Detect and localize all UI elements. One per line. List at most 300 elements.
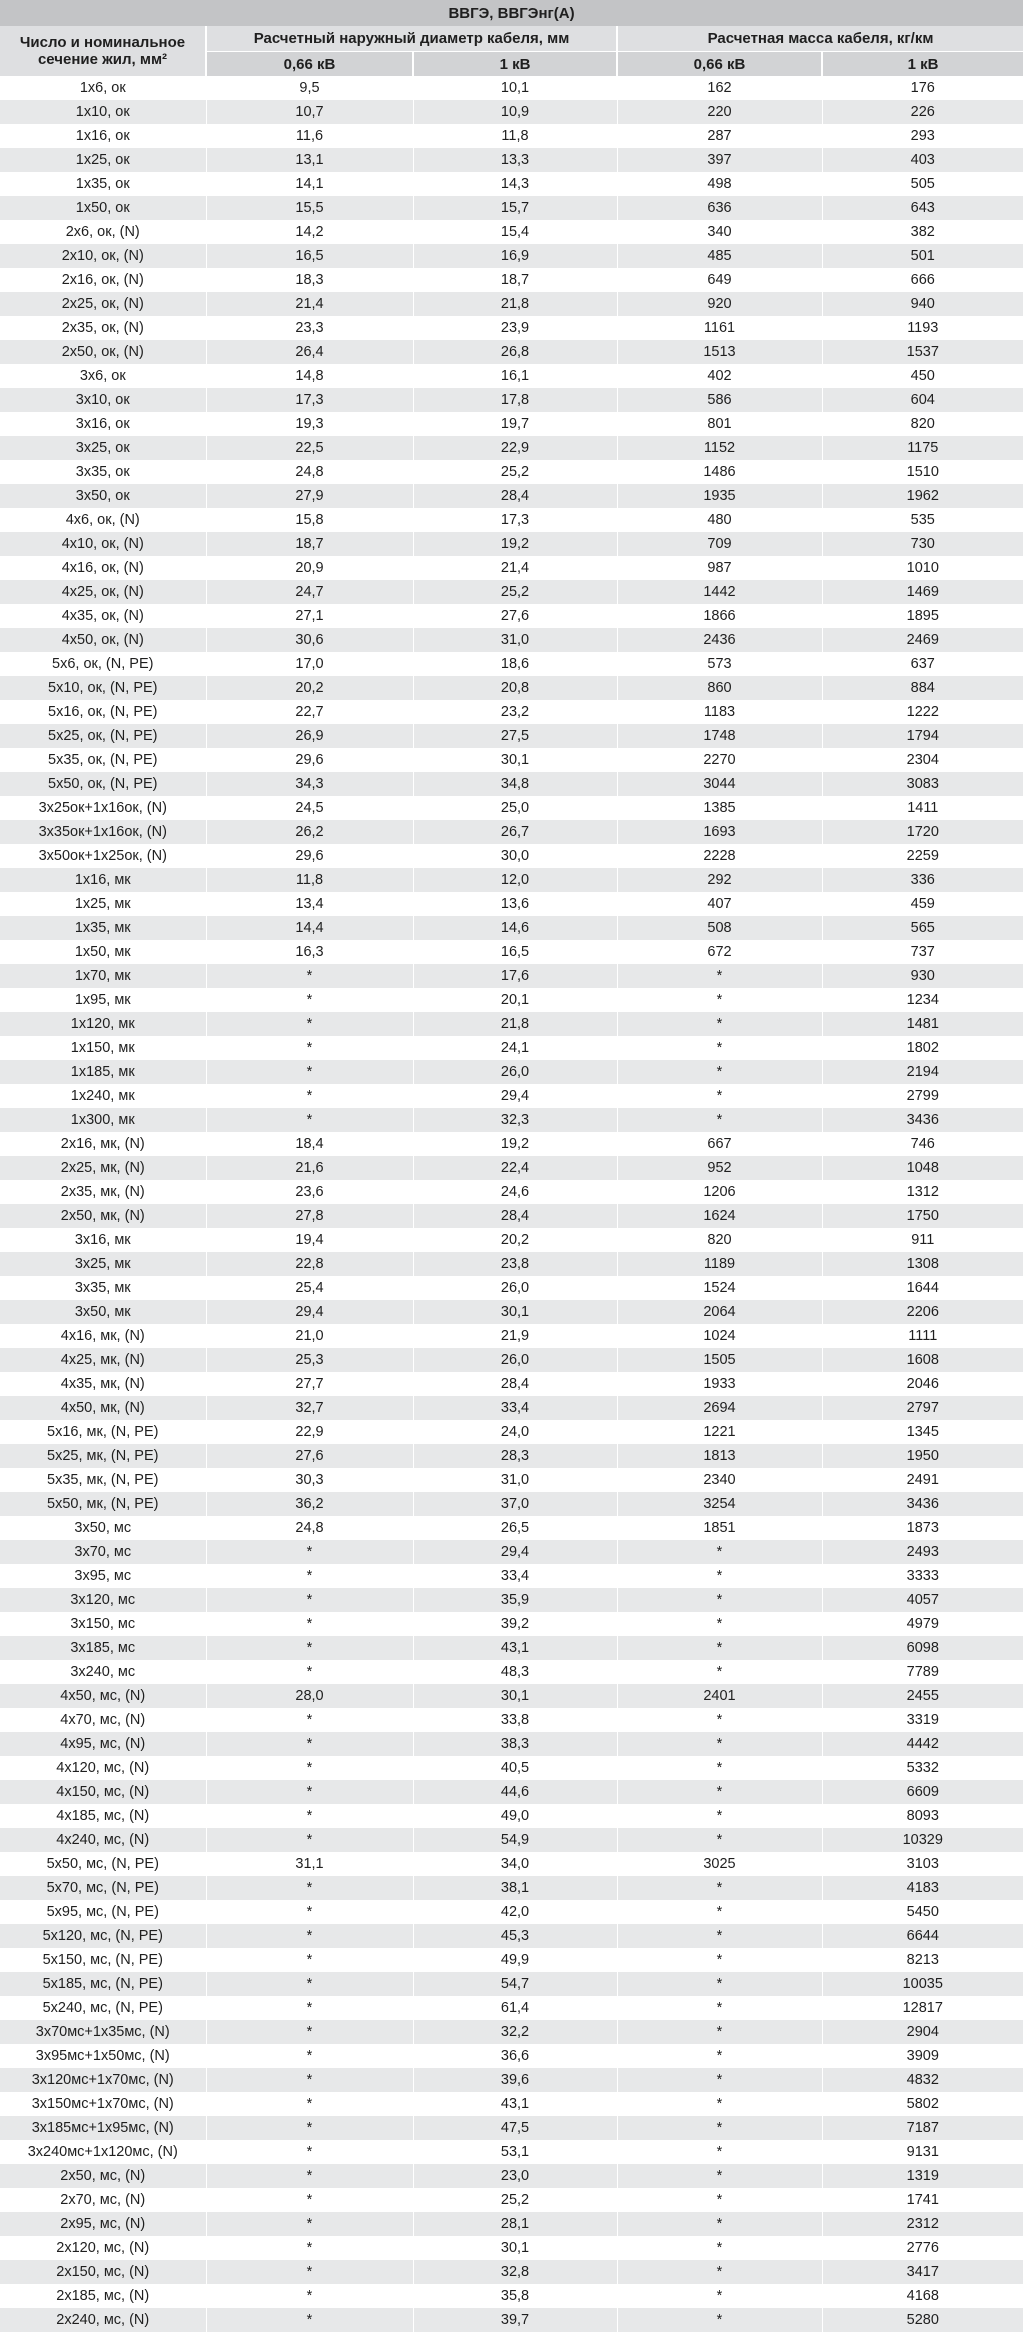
size-cell: 5x70, мс, (N, PE) [0,1876,206,1900]
size-cell: 5x50, ок, (N, PE) [0,772,206,796]
mass-1kv-cell: 604 [822,388,1023,412]
diameter-1kv-cell: 19,7 [413,412,617,436]
mass-066kv-cell: 2694 [617,1396,822,1420]
table-row [0,1372,1023,1396]
table-row [0,1420,1023,1444]
table-row [0,1084,1023,1108]
size-cell: 4x16, ок, (N) [61,560,144,576]
table-row [0,2308,1023,2332]
mass-1kv-cell: 1010 [822,556,1023,580]
mass-1kv-cell: 4057 [822,1588,1023,1612]
mass-1kv-cell: 4168 [822,2284,1023,2308]
table-row [0,2140,1023,2164]
mass-1kv-cell: 4183 [822,1876,1023,1900]
size-cell: 2x16, ок, (N) [61,272,144,288]
mass-066kv-cell: * [617,1876,822,1900]
mass-1kv-cell: 12817 [822,1996,1023,2020]
mass-1kv-cell: 1111 [822,1324,1023,1348]
mass-1kv-cell: 3909 [822,2044,1023,2068]
diameter-1kv-cell: 28,1 [413,2212,617,2236]
size-cell: 2x25, мк, (N) [0,1156,206,1180]
table-row [0,460,1023,484]
table-row [0,292,1023,316]
table-row [0,100,1023,124]
mass-1kv-cell: 4979 [822,1612,1023,1636]
mass-1kv-cell: 3083 [822,772,1023,796]
mass-1kv-cell: 1193 [822,316,1023,340]
diameter-066kv-cell: 28,0 [206,1684,413,1708]
table-row [0,76,1023,100]
size-cell: 2x240, мс, (N) [0,2308,206,2332]
mass-066kv-cell: 2340 [617,1468,822,1492]
diameter-066kv-cell: * [206,2164,413,2188]
size-cell: 1x16, мк [0,868,206,892]
mass-1kv-cell: 5332 [822,1756,1023,1780]
size-cell: 5x25, ок, (N, PE) [0,724,206,748]
table-row [0,556,1023,580]
mass-1kv-cell: 5280 [822,2308,1023,2332]
mass-066kv-cell: * [617,2020,822,2044]
mass-066kv-cell: 586 [617,388,822,412]
mass-1kv-cell: 940 [822,292,1023,316]
product-title: ВВГЭ, ВВГЭнг(А) [0,0,1023,26]
mass-1kv-header: 1 кВ [822,52,1023,77]
diameter-1kv-cell: 26,7 [413,820,617,844]
diameter-066kv-cell: * [206,964,413,988]
diameter-066kv-cell: 23,3 [206,316,413,340]
size-cell: 2x25, ок, (N) [0,292,206,316]
mass-066kv-cell: * [617,1636,822,1660]
mass-066kv-cell: 573 [617,652,822,676]
diameter-066kv-cell: * [206,1732,413,1756]
mass-1kv-cell: 2493 [822,1540,1023,1564]
size-cell: 5x240, мс, (N, PE) [42,2000,163,2016]
mass-1kv-cell: 1644 [822,1276,1023,1300]
table-row [0,1204,1023,1228]
mass-066kv-cell: 1513 [617,340,822,364]
mass-1kv-cell: 1608 [822,1348,1023,1372]
diameter-1kv-cell: 31,0 [413,628,617,652]
diameter-066kv-cell: 9,5 [206,76,413,100]
mass-066kv-cell: * [617,1084,822,1108]
diameter-1kv-cell: 28,4 [413,484,617,508]
size-cell: 3x70мс+1x35мс, (N) [0,2020,206,2044]
size-cell: 5x95, мс, (N, PE) [46,1904,159,1920]
size-cell: 3x35, мк [74,1280,131,1296]
diameter-066kv-cell: 36,2 [206,1492,413,1516]
size-cell: 3x120мс+1x70мс, (N) [0,2068,206,2092]
diameter-066kv-cell: * [206,2308,413,2332]
diameter-1kv-cell: 23,9 [413,316,617,340]
diameter-1kv-cell: 28,4 [413,1204,617,1228]
table-row [0,1516,1023,1540]
mass-1kv-cell: 10329 [822,1828,1023,1852]
diameter-066kv-cell: * [206,1084,413,1108]
mass-1kv-cell: 7789 [822,1660,1023,1684]
mass-066kv-cell: * [617,2236,822,2260]
diameter-066kv-cell: * [206,2212,413,2236]
diameter-1kv-cell: 49,9 [413,1948,617,1972]
table-row [0,2068,1023,2092]
table-row [0,1972,1023,1996]
mass-066kv-cell: 1152 [617,436,822,460]
mass-1kv-cell: 6609 [822,1780,1023,1804]
diameter-1kv-cell: 35,8 [413,2284,617,2308]
table-row [0,172,1023,196]
mass-066kv-cell: 952 [617,1156,822,1180]
table-row [0,1876,1023,1900]
size-cell: 3x16, мк [74,1232,131,1248]
diameter-066kv-cell: 22,7 [206,700,413,724]
mass-066kv-cell: * [617,1036,822,1060]
diameter-066kv-cell: 11,8 [206,868,413,892]
mass-066kv-cell: 709 [617,532,822,556]
mass-066kv-cell: 2401 [617,1684,822,1708]
mass-066kv-cell: 1693 [617,820,822,844]
mass-1kv-cell: 2455 [822,1684,1023,1708]
diameter-1kv-cell: 15,4 [413,220,617,244]
table-row [0,2260,1023,2284]
diameter-1kv-cell: 26,0 [413,1276,617,1300]
size-cell: 3x16, ок [75,416,130,432]
diameter-066kv-cell: 16,5 [206,244,413,268]
mass-066kv-cell: 2270 [617,748,822,772]
diameter-066kv-cell: 18,4 [206,1132,413,1156]
diameter-066kv-cell: * [206,1780,413,1804]
mass-066kv-cell: 407 [617,892,822,916]
size-cell: 1x25, мк [74,896,131,912]
mass-1kv-cell: 4832 [822,2068,1023,2092]
size-cell: 5x16, мк, (N, PE) [47,1424,159,1440]
table-row [0,1708,1023,1732]
mass-1kv-cell: 1741 [822,2188,1023,2212]
mass-1kv-cell: 505 [822,172,1023,196]
diameter-1kv-cell: 30,1 [413,748,617,772]
table-row [0,532,1023,556]
header-row-product [0,0,1023,26]
size-cell: 3x10, ок [0,388,206,412]
diameter-1kv-cell: 42,0 [413,1900,617,1924]
diameter-1kv-header: 1 кВ [413,52,617,77]
mass-066kv-cell: 1866 [617,604,822,628]
mass-1kv-cell: 1720 [822,820,1023,844]
diameter-1kv-cell: 26,0 [413,1060,617,1084]
size-cell: 3x240, мс [70,1664,136,1680]
table-row [0,844,1023,868]
mass-066kv-cell: 1442 [617,580,822,604]
size-cell: 1x95, мк [74,992,131,1008]
size-cell: 5x150, мс, (N, PE) [42,1952,163,1968]
header-row-groups [0,26,1023,52]
diameter-1kv-cell: 21,4 [413,556,617,580]
mass-1kv-cell: 1510 [822,460,1023,484]
size-cell: 4x185, мс, (N) [56,1808,150,1824]
diameter-1kv-cell: 33,4 [413,1396,617,1420]
mass-066kv-cell: 1385 [617,796,822,820]
mass-1kv-cell: 1319 [822,2164,1023,2188]
size-cell: 4x6, ок, (N) [65,512,140,528]
diameter-1kv-cell: 38,3 [413,1732,617,1756]
mass-066kv-cell: 1813 [617,1444,822,1468]
size-cell: 5x120, мс, (N, PE) [0,1924,206,1948]
diameter-066kv-cell: * [206,1660,413,1684]
mass-1kv-cell: 8213 [822,1948,1023,1972]
mass-066kv-cell: 220 [617,100,822,124]
diameter-066kv-cell: * [206,2116,413,2140]
diameter-1kv-cell: 27,5 [413,724,617,748]
size-cell: 1x150, мк [70,1040,135,1056]
mass-066kv-cell: 1024 [617,1324,822,1348]
diameter-1kv-cell: 43,1 [413,2092,617,2116]
diameter-1kv-cell: 26,8 [413,340,617,364]
diameter-1kv-cell: 20,8 [413,676,617,700]
diameter-1kv-cell: 32,3 [413,1108,617,1132]
diameter-1kv-cell: 23,0 [413,2164,617,2188]
mass-1kv-cell: 2776 [822,2236,1023,2260]
mass-1kv-cell: 737 [822,940,1023,964]
diameter-066kv-cell: 25,3 [206,1348,413,1372]
table-row [0,268,1023,292]
mass-066kv-cell: * [617,1996,822,2020]
mass-066kv-cell: 3254 [617,1492,822,1516]
mass-066kv-cell: 1933 [617,1372,822,1396]
mass-1kv-cell: 911 [822,1228,1023,1252]
diameter-066kv-cell: * [206,1060,413,1084]
diameter-1kv-cell: 12,0 [413,868,617,892]
size-cell: 3x150мс+1x70мс, (N) [31,2096,174,2112]
size-cell: 5x6, ок, (N, PE) [52,656,154,672]
size-cell: 4x50, ок, (N) [0,628,206,652]
table-row [0,1948,1023,1972]
size-cell: 3x150, мс [70,1616,136,1632]
diameter-1kv-cell: 33,4 [413,1564,617,1588]
diameter-1kv-cell: 54,7 [413,1972,617,1996]
diameter-066kv-cell: 30,3 [206,1468,413,1492]
mass-1kv-cell: 1048 [822,1156,1023,1180]
diameter-group-header: Расчетный наружный диаметр кабеля, мм [206,26,617,52]
table-row [0,1756,1023,1780]
mass-1kv-cell: 2046 [822,1372,1023,1396]
size-cell: 2x10, ок, (N) [0,244,206,268]
table-row [0,1060,1023,1084]
mass-066kv-cell: 920 [617,292,822,316]
table-row [0,1012,1023,1036]
mass-066kv-cell: 3044 [617,772,822,796]
diameter-1kv-cell: 21,8 [413,292,617,316]
mass-066kv-cell: 508 [617,916,822,940]
size-cell: 2x35, мк, (N) [60,1184,145,1200]
mass-066kv-cell: * [617,1780,822,1804]
size-cell: 2x120, мс, (N) [56,2240,150,2256]
diameter-1kv-cell: 17,8 [413,388,617,412]
diameter-1kv-cell: 23,8 [413,1252,617,1276]
diameter-1kv-cell: 19,2 [413,1132,617,1156]
diameter-066kv-cell: * [206,1564,413,1588]
diameter-066kv-cell: * [206,1012,413,1036]
diameter-066kv-cell: * [206,1636,413,1660]
diameter-1kv-cell: 32,2 [413,2020,617,2044]
diameter-066kv-cell: 32,7 [206,1396,413,1420]
table-row [0,2212,1023,2236]
mass-066kv-cell: * [617,1732,822,1756]
table-row [0,1900,1023,1924]
mass-1kv-cell: 1345 [822,1420,1023,1444]
size-cell: 1x240, мк [70,1088,135,1104]
mass-1kv-cell: 226 [822,100,1023,124]
mass-066kv-cell: 1505 [617,1348,822,1372]
table-row [0,2236,1023,2260]
mass-1kv-cell: 293 [822,124,1023,148]
diameter-066kv-cell: 24,8 [206,1516,413,1540]
mass-066kv-cell: 1161 [617,316,822,340]
mass-066kv-cell: 1486 [617,460,822,484]
mass-066kv-cell: 987 [617,556,822,580]
diameter-066kv-cell: 23,6 [206,1180,413,1204]
table-row [0,796,1023,820]
diameter-1kv-cell: 11,8 [413,124,617,148]
diameter-1kv-cell: 38,1 [413,1876,617,1900]
size-cell: 1x6, ок [79,80,126,96]
mass-066kv-cell: 340 [617,220,822,244]
mass-066kv-cell: 1935 [617,484,822,508]
mass-066kv-cell: 1748 [617,724,822,748]
table-row [0,1828,1023,1852]
diameter-066kv-cell: 11,6 [206,124,413,148]
mass-066kv-cell: * [617,1612,822,1636]
diameter-066kv-cell: 15,5 [206,196,413,220]
diameter-066kv-cell: 13,4 [206,892,413,916]
mass-1kv-cell: 3319 [822,1708,1023,1732]
diameter-066kv-cell: 17,3 [206,388,413,412]
mass-066kv-cell: * [617,1660,822,1684]
table-row [0,700,1023,724]
diameter-066kv-cell: 25,4 [206,1276,413,1300]
diameter-1kv-cell: 10,9 [413,100,617,124]
mass-1kv-cell: 3417 [822,2260,1023,2284]
mass-066kv-cell: * [617,964,822,988]
diameter-066kv-cell: * [206,1876,413,1900]
diameter-066kv-cell: * [206,1948,413,1972]
diameter-1kv-cell: 32,8 [413,2260,617,2284]
mass-066kv-cell: 649 [617,268,822,292]
size-cell: 5x35, мк, (N, PE) [47,1472,159,1488]
diameter-1kv-cell: 30,1 [413,2236,617,2260]
table-row [0,1996,1023,2020]
size-cell: 1x35, ок [75,176,130,192]
table-row [0,724,1023,748]
table-row [0,1444,1023,1468]
diameter-1kv-cell: 25,2 [413,2188,617,2212]
table-row [0,1300,1023,1324]
size-cell: 1x50, мк [74,944,131,960]
mass-066kv-cell: * [617,1708,822,1732]
size-cell: 1x25, ок [0,148,206,172]
mass-1kv-cell: 2799 [822,1084,1023,1108]
mass-066kv-cell: * [617,1108,822,1132]
diameter-066kv-cell: 14,1 [206,172,413,196]
mass-066kv-cell: 397 [617,148,822,172]
mass-1kv-cell: 1950 [822,1444,1023,1468]
diameter-1kv-cell: 18,7 [413,268,617,292]
table-row [0,2020,1023,2044]
table-row [0,1852,1023,1876]
table-row [0,436,1023,460]
size-cell: 4x95, мс, (N) [0,1732,206,1756]
mass-066kv-cell: * [617,1756,822,1780]
size-cell: 4x10, ок, (N) [0,532,206,556]
mass-1kv-cell: 1750 [822,1204,1023,1228]
diameter-1kv-cell: 16,5 [413,940,617,964]
table-row [0,1348,1023,1372]
diameter-066kv-cell: * [206,1612,413,1636]
diameter-066kv-cell: 24,5 [206,796,413,820]
diameter-1kv-cell: 48,3 [413,1660,617,1684]
size-cell: 1x16, ок [75,128,130,144]
diameter-066kv-cell: * [206,2068,413,2092]
table-row [0,1396,1023,1420]
mass-066kv-cell: * [617,2092,822,2116]
mass-1kv-cell: 450 [822,364,1023,388]
diameter-1kv-cell: 43,1 [413,1636,617,1660]
diameter-1kv-cell: 21,8 [413,1012,617,1036]
table-row [0,508,1023,532]
mass-1kv-cell: 1175 [822,436,1023,460]
diameter-066kv-cell: 22,8 [206,1252,413,1276]
mass-066kv-cell: 287 [617,124,822,148]
mass-1kv-cell: 666 [822,268,1023,292]
diameter-066kv-cell: * [206,1996,413,2020]
table-row [0,2188,1023,2212]
size-cell: 3x25, ок [0,436,206,460]
table-row [0,1540,1023,1564]
diameter-1kv-cell: 10,1 [413,76,617,100]
diameter-1kv-cell: 13,6 [413,892,617,916]
table-row [0,1636,1023,1660]
diameter-066kv-cell: 27,7 [206,1372,413,1396]
diameter-066kv-cell: * [206,1972,413,1996]
diameter-066kv-cell: 22,9 [206,1420,413,1444]
diameter-1kv-cell: 33,8 [413,1708,617,1732]
table-row [0,580,1023,604]
mass-066kv-cell: * [617,2260,822,2284]
size-cell: 1x120, мк [0,1012,206,1036]
mass-1kv-cell: 3333 [822,1564,1023,1588]
diameter-1kv-cell: 18,6 [413,652,617,676]
mass-1kv-cell: 820 [822,412,1023,436]
mass-066kv-cell: 480 [617,508,822,532]
mass-066kv-cell: 292 [617,868,822,892]
table-row [0,868,1023,892]
mass-066kv-cell: 3025 [617,1852,822,1876]
mass-1kv-cell: 1481 [822,1012,1023,1036]
mass-066kv-cell: 672 [617,940,822,964]
table-row [0,1564,1023,1588]
diameter-1kv-cell: 27,6 [413,604,617,628]
diameter-066kv-cell: 20,2 [206,676,413,700]
mass-1kv-cell: 403 [822,148,1023,172]
size-cell: 4x240, мс, (N) [0,1828,206,1852]
diameter-1kv-cell: 28,4 [413,1372,617,1396]
mass-066kv-cell: * [617,2044,822,2068]
diameter-1kv-cell: 36,6 [413,2044,617,2068]
mass-066kv-cell: * [617,1828,822,1852]
mass-066kv-cell: * [617,1948,822,1972]
table-row [0,2284,1023,2308]
mass-1kv-cell: 746 [822,1132,1023,1156]
diameter-066kv-cell: * [206,1108,413,1132]
table-row [0,148,1023,172]
mass-066kv-cell: * [617,2212,822,2236]
